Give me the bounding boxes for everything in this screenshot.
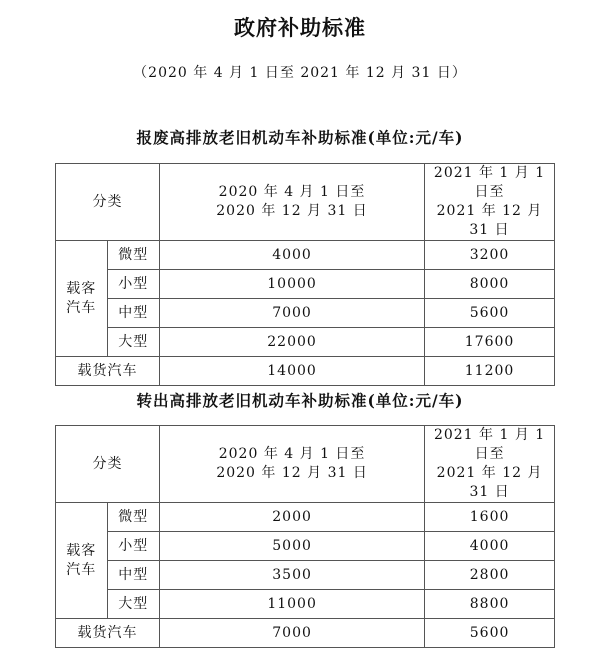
header-period-2020-line2: 2020 年 12 月 31 日 <box>216 465 368 481</box>
row-type: 中型 <box>107 299 160 328</box>
table-row <box>56 532 555 561</box>
header-period-2021-line1: 2021 年 1 月 1 日至 <box>433 427 546 462</box>
row-value-2020: 5000 <box>160 532 425 561</box>
header-period-2021 <box>425 164 555 241</box>
row-value-2021: 4000 <box>425 532 555 561</box>
header-period-2021-line1: 2021 年 1 月 1 日至 <box>433 165 546 200</box>
row-value-2021: 8000 <box>425 270 555 299</box>
header-period-2020 <box>160 426 425 503</box>
header-period-2021-line2: 2021 年 12 月 31 日 <box>436 203 543 238</box>
row-type: 小型 <box>107 270 160 299</box>
group-label-line2: 汽车 <box>66 299 97 316</box>
row-type: 微型 <box>107 503 160 532</box>
table-row <box>56 561 555 590</box>
table-row <box>56 328 555 357</box>
table-row <box>56 299 555 328</box>
group-label-line1: 载客 <box>66 280 97 297</box>
row-value-2021: 5600 <box>425 619 555 648</box>
row-value-2020: 10000 <box>160 270 425 299</box>
table-row <box>56 241 555 270</box>
subsidy-table-scrapping <box>55 163 555 386</box>
table-row-truck <box>56 357 555 386</box>
table-header-row <box>56 426 555 503</box>
header-period-2020-line1: 2020 年 4 月 1 日至 <box>218 446 366 462</box>
table-row <box>56 590 555 619</box>
row-label-truck: 载货汽车 <box>56 619 160 648</box>
row-type: 小型 <box>107 532 160 561</box>
row-value-2021: 11200 <box>425 357 555 386</box>
table-row <box>56 503 555 532</box>
header-category: 分类 <box>56 426 160 503</box>
subsidy-table-transfer <box>55 425 555 648</box>
row-label-truck: 载货汽车 <box>56 357 160 386</box>
row-value-2021: 17600 <box>425 328 555 357</box>
header-period-2021 <box>425 426 555 503</box>
group-label-passenger-car <box>56 503 108 619</box>
row-value-2021: 8800 <box>425 590 555 619</box>
page-title: 政府补助标准 <box>234 15 366 40</box>
row-value-2020: 11000 <box>160 590 425 619</box>
section-title-scrapping: 报废高排放老旧机动车补助标准(单位:元/车) <box>136 128 464 147</box>
row-type: 大型 <box>107 328 160 357</box>
group-label-line1: 载客 <box>66 542 97 559</box>
table-row-truck <box>56 619 555 648</box>
row-value-2020: 4000 <box>160 241 425 270</box>
row-type: 大型 <box>107 590 160 619</box>
row-value-2020: 14000 <box>160 357 425 386</box>
header-period-2020-line1: 2020 年 4 月 1 日至 <box>218 184 366 200</box>
group-label-passenger-car <box>56 241 108 357</box>
header-period-2020-line2: 2020 年 12 月 31 日 <box>216 203 368 219</box>
row-value-2021: 3200 <box>425 241 555 270</box>
row-value-2020: 22000 <box>160 328 425 357</box>
section-title-transfer: 转出高排放老旧机动车补助标准(单位:元/车) <box>136 391 464 410</box>
row-value-2020: 3500 <box>160 561 425 590</box>
row-value-2021: 2800 <box>425 561 555 590</box>
table-row <box>56 270 555 299</box>
table-header-row <box>56 164 555 241</box>
row-value-2020: 7000 <box>160 619 425 648</box>
row-value-2021: 1600 <box>425 503 555 532</box>
row-value-2020: 7000 <box>160 299 425 328</box>
header-period-2021-line2: 2021 年 12 月 31 日 <box>436 465 543 500</box>
row-value-2020: 2000 <box>160 503 425 532</box>
row-type: 中型 <box>107 561 160 590</box>
page-subtitle: （2020 年 4 月 1 日至 2021 年 12 月 31 日） <box>133 65 467 81</box>
header-category: 分类 <box>56 164 160 241</box>
row-value-2021: 5600 <box>425 299 555 328</box>
group-label-line2: 汽车 <box>66 561 97 578</box>
row-type: 微型 <box>107 241 160 270</box>
header-period-2020 <box>160 164 425 241</box>
